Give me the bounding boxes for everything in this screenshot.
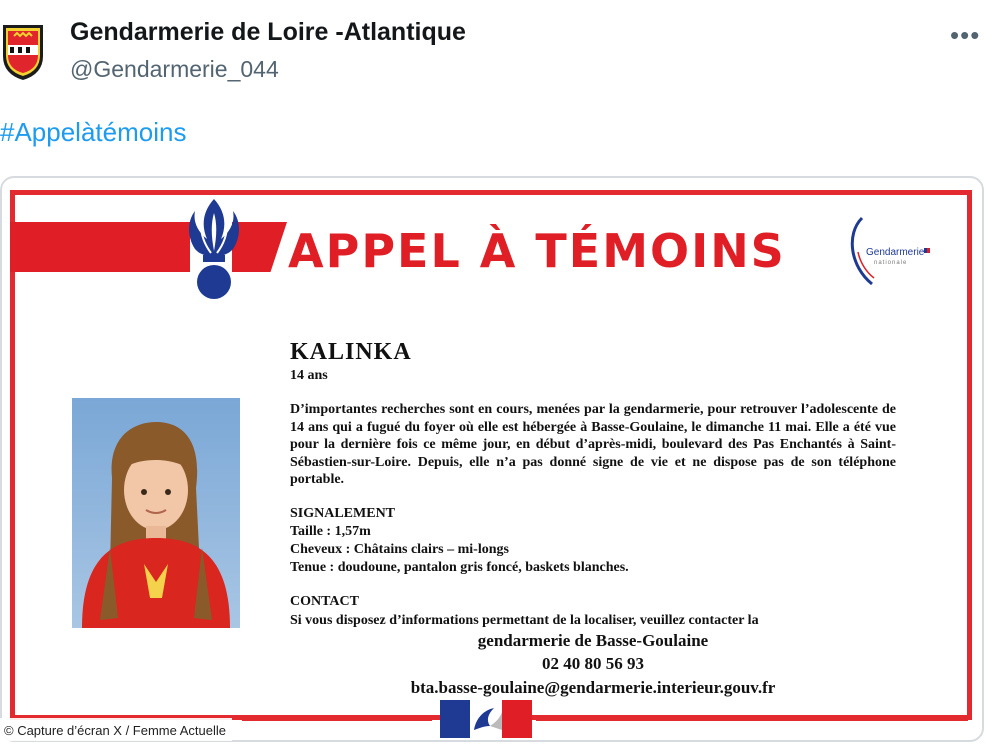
bottom-red-bar-left <box>242 716 432 721</box>
gendarmerie-logo-subtext: nationale <box>874 260 908 266</box>
gendarmerie-shield-avatar[interactable] <box>0 22 46 82</box>
missing-person-age: 14 ans <box>290 368 328 383</box>
missing-person-name: KALINKA <box>290 339 412 365</box>
contact-phone: 02 40 80 56 93 <box>542 654 644 673</box>
bottom-red-bar-right <box>536 716 968 721</box>
contact-heading: CONTACT <box>290 594 359 609</box>
poster-title: APPEL À TÉMOINS <box>288 224 786 278</box>
hair-line: Cheveux : Châtains clairs – mi-longs <box>290 542 509 557</box>
gendarmerie-logo-text: Gendarmerie <box>866 247 925 258</box>
clothing-line: Tenue : doudoune, pantalon gris foncé, baskets blanches. <box>290 560 629 575</box>
description-paragraph: D’importantes recherches sont en cours, menées par la gendarmerie, pour retrouver l’adolescente de 14 ans qui a fugué du foyer où elle est hébergée à Basse-Goulaine, le dimanche 11 mai. Elle a été vue pour la dernière fois ce même jour, en début d’après-midi, boulevard des Pas Enchantés à Saint-Sébastien-sur-Loire. Depuis, elle n’a pas donné signe de vie et ne dispose pas de son téléphone portable. <box>290 402 896 487</box>
more-options-icon[interactable]: ••• <box>950 20 981 50</box>
republique-francaise-marianne-logo <box>440 700 532 738</box>
title-red-band-left <box>10 222 190 272</box>
image-credit: © Capture d’écran X / Femme Actuelle <box>0 718 232 741</box>
hashtag-link[interactable]: #Appelàtémoins <box>0 117 187 147</box>
missing-person-photo <box>72 398 240 628</box>
height-line: Taille : 1,57m <box>290 524 371 539</box>
account-name[interactable]: Gendarmerie de Loire -Atlantique <box>70 18 466 46</box>
account-handle[interactable]: @Gendarmerie_044 <box>70 56 279 82</box>
signalement-heading: SIGNALEMENT <box>290 506 396 521</box>
contact-email: bta.basse-goulaine@gendarmerie.interieur.gouv.fr <box>410 678 776 697</box>
gendarmerie-flame-grenade-icon <box>183 195 245 303</box>
contact-unit: gendarmerie de Basse-Goulaine <box>477 631 709 650</box>
contact-text: Si vous disposez d’informations permettant de la localiser, veuillez contacter la <box>290 613 759 628</box>
